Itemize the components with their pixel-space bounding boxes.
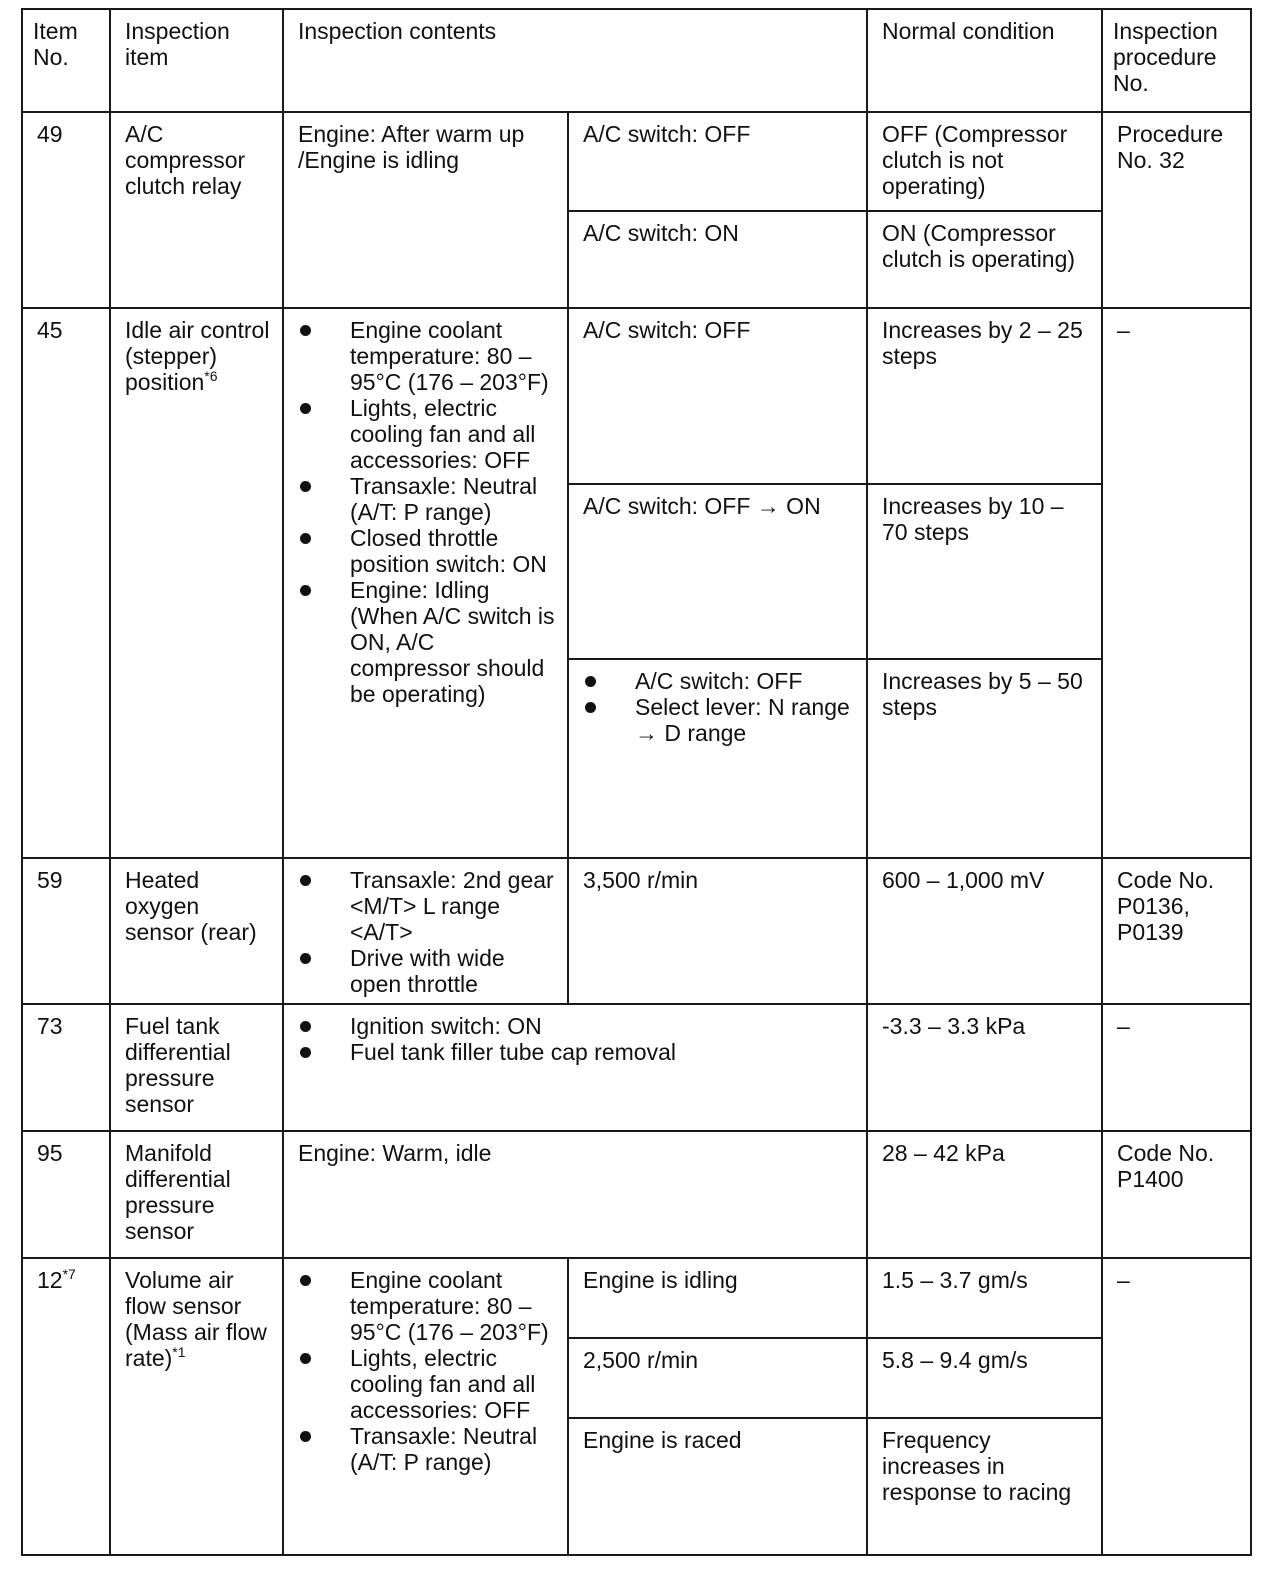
table-row [22, 112, 1251, 210]
footnote-mark: *1 [172, 1344, 186, 1361]
normal-condition-cell: 5.8 – 9.4 gm/s [867, 1338, 1102, 1417]
sub-condition-bullet: A/C switch: OFF [583, 668, 854, 694]
header-row [22, 9, 1251, 112]
condition-bullet: Transaxle: Neutral (A/T: P range) [298, 1423, 555, 1475]
inspection-table [21, 8, 1252, 1556]
inspection-item-cell: A/C compressor clutch relay [110, 112, 283, 308]
condition-cell: Engine: Warm, idle [283, 1131, 867, 1258]
condition-cell: Engine: After warm up /Engine is idling [283, 112, 568, 308]
condition-bullet-list [298, 1013, 854, 1065]
sub-condition-cell: A/C switch: ON [568, 211, 867, 308]
header-inspection-contents: Inspection contents [283, 9, 867, 112]
normal-condition-cell: ON (Compressor clutch is operating) [867, 211, 1102, 308]
header-inspection-item: Inspection item [110, 9, 283, 112]
table-row [22, 308, 1251, 484]
procedure-cell: – [1102, 1258, 1251, 1555]
table-row [22, 1258, 1251, 1338]
condition-bullet: Transaxle: Neutral (A/T: P range) [298, 473, 555, 525]
normal-condition-cell: 28 – 42 kPa [867, 1131, 1102, 1258]
item-no-cell: 73 [22, 1004, 110, 1131]
normal-condition-cell: OFF (Compressor clutch is not operating) [867, 112, 1102, 210]
sub-condition-bullet: Select lever: N range → D range [583, 694, 854, 746]
inspection-item-cell [110, 308, 283, 858]
condition-bullet: Engine coolant temperature: 80 – 95°C (176 – 203°F) [298, 1267, 555, 1345]
inspection-item-cell: Fuel tank differential pressure sensor [110, 1004, 283, 1131]
item-no-cell: 59 [22, 858, 110, 1003]
condition-bullet: Lights, electric cooling fan and all accessories: OFF [298, 1345, 555, 1423]
sub-condition-cell: A/C switch: OFF [568, 308, 867, 484]
footnote-mark: *6 [204, 367, 218, 384]
condition-bullet: Ignition switch: ON [298, 1013, 854, 1039]
procedure-cell: Code No. P0136, P0139 [1102, 858, 1251, 1003]
header-normal-condition: Normal condition [867, 9, 1102, 112]
table-row [22, 1131, 1251, 1258]
condition-bullet-list [298, 1267, 555, 1475]
procedure-cell: Procedure No. 32 [1102, 112, 1251, 308]
condition-bullet: Transaxle: 2nd gear <M/T> L range <A/T> [298, 867, 555, 945]
condition-bullet-list [298, 867, 555, 997]
table-row [22, 1004, 1251, 1131]
normal-condition-cell: Frequency increases in response to racing [867, 1418, 1102, 1555]
procedure-cell: – [1102, 1004, 1251, 1131]
sub-condition-bullet-list [583, 668, 854, 746]
normal-condition-cell: -3.3 – 3.3 kPa [867, 1004, 1102, 1131]
condition-bullet: Engine: Idling (When A/C switch is ON, A/C compressor should be operating) [298, 577, 555, 707]
header-item-no: Item No. [22, 9, 110, 112]
inspection-item-cell: Manifold differential pressure sensor [110, 1131, 283, 1258]
sub-condition-cell: A/C switch: OFF [568, 112, 867, 210]
condition-bullet: Fuel tank filler tube cap removal [298, 1039, 854, 1065]
condition-bullet: Closed throttle position switch: ON [298, 525, 555, 577]
inspection-item-text: Volume air flow sensor (Mass air flow rate) [125, 1267, 267, 1372]
condition-bullet: Lights, electric cooling fan and all accessories: OFF [298, 395, 555, 473]
inspection-item-text: Idle air control (stepper) position [125, 316, 270, 395]
condition-bullet-list [298, 317, 555, 707]
condition-cell [283, 308, 568, 858]
condition-cell [283, 1004, 867, 1131]
sub-condition-cell [568, 659, 867, 859]
procedure-cell: Code No. P1400 [1102, 1131, 1251, 1258]
condition-cell [283, 1258, 568, 1555]
procedure-cell: – [1102, 308, 1251, 858]
table-row [22, 858, 1251, 1003]
item-no-text: 12 [37, 1267, 63, 1294]
normal-condition-cell: Increases by 2 – 25 steps [867, 308, 1102, 484]
sub-condition-cell: Engine is idling [568, 1258, 867, 1338]
inspection-item-cell [110, 1258, 283, 1555]
sub-condition-cell: 2,500 r/min [568, 1338, 867, 1417]
condition-cell [283, 858, 568, 1003]
normal-condition-cell: Increases by 5 – 50 steps [867, 659, 1102, 859]
sub-condition-cell: Engine is raced [568, 1418, 867, 1555]
item-no-cell: 45 [22, 308, 110, 858]
sub-condition-cell: A/C switch: OFF → ON [568, 484, 867, 658]
item-no-cell: 95 [22, 1131, 110, 1258]
normal-condition-cell: 1.5 – 3.7 gm/s [867, 1258, 1102, 1338]
sub-condition-cell: 3,500 r/min [568, 858, 867, 1003]
footnote-mark: *7 [62, 1266, 76, 1283]
condition-bullet: Engine coolant temperature: 80 – 95°C (176 – 203°F) [298, 317, 555, 395]
condition-bullet: Drive with wide open throttle [298, 945, 555, 997]
inspection-item-cell: Heated oxygen sensor (rear) [110, 858, 283, 1003]
header-procedure-no: Inspection procedure No. [1102, 9, 1251, 112]
normal-condition-cell: 600 – 1,000 mV [867, 858, 1102, 1003]
item-no-cell [22, 1258, 110, 1555]
normal-condition-cell: Increases by 10 – 70 steps [867, 484, 1102, 658]
item-no-cell: 49 [22, 112, 110, 308]
